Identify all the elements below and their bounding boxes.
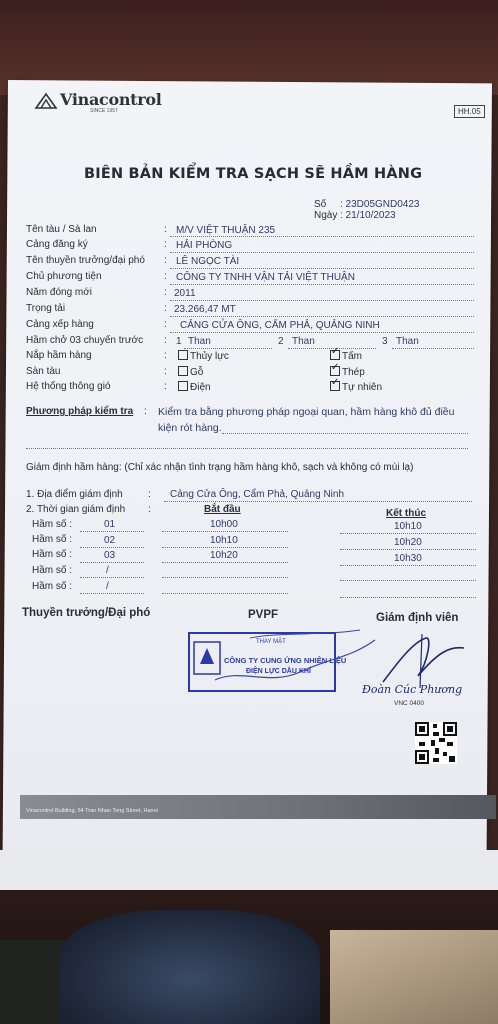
field-value: CẢNG CỬA ÔNG, CẨM PHẢ, QUẢNG NINH [180, 320, 380, 331]
captain-label: Thuyền trưởng/Đại phó [22, 607, 151, 619]
qr-code-icon [415, 722, 457, 764]
hold-line [184, 348, 272, 349]
inspector-label: Giám định viên [376, 612, 459, 624]
field-label: Trọng tải [26, 303, 66, 314]
hold-row-end: 10h20 [394, 537, 422, 548]
hold-row-line [80, 577, 144, 578]
checkbox-checked[interactable] [330, 350, 340, 360]
knee [60, 910, 320, 1024]
field-line [170, 300, 474, 301]
pvpf-signature-icon [210, 628, 380, 692]
option-b [330, 350, 362, 362]
so-value: : 23D05GND0423 [340, 199, 420, 210]
location-value: Cảng Cửa Ông, Cẩm Phả, Quảng Ninh [170, 489, 345, 500]
field-colon: : [164, 319, 167, 330]
option-a-label: Gỗ [190, 367, 204, 378]
option-label: Nắp hầm hàng [26, 350, 92, 361]
hold-row-label: Hầm số : [32, 565, 73, 576]
stamp-line1: CÔNG TY CUNG ỨNG NHIÊN LIỆU [224, 656, 347, 665]
inspector-code: VNC 0400 [394, 700, 424, 707]
hold-row-end: 10h10 [394, 521, 422, 532]
field-line [170, 284, 474, 285]
option-colon: : [164, 366, 167, 377]
hold-row-line [340, 549, 476, 550]
so-label: Số [314, 199, 327, 210]
option-b [330, 381, 382, 393]
ngay-label: Ngày [314, 210, 338, 221]
hold-row-no: / [106, 581, 109, 592]
logo-since: SINCE 1957 [90, 108, 118, 114]
hold-row-line [162, 593, 288, 594]
option-a [178, 381, 211, 393]
option-b-label: Tự nhiên [342, 382, 383, 393]
ngay-value: : 21/10/2023 [340, 210, 396, 221]
hold-row-line [162, 547, 288, 548]
checkbox[interactable] [178, 350, 188, 360]
hold-value: Than [188, 336, 211, 347]
field-label: Cảng đăng ký [26, 239, 88, 250]
location-label: 1. Địa điểm giám định [26, 489, 123, 500]
hold-row-no: / [106, 565, 109, 576]
page-title: BIÊN BẢN KIỂM TRA SẠCH SẼ HẦM HÀNG [84, 166, 423, 182]
method-line [26, 448, 468, 449]
hold-row-no: 01 [104, 519, 116, 530]
field-value: CÔNG TY TNHH VẬN TẢI VIỆT THUẬN [176, 272, 355, 283]
checkbox-checked[interactable] [330, 366, 340, 376]
field-value: M/V VIỆT THUẬN 235 [176, 225, 276, 236]
option-label: Sàn tàu [26, 366, 61, 377]
vinacontrol-logo-icon [34, 92, 58, 110]
checkbox-checked[interactable] [330, 381, 340, 391]
hold-row-line [340, 533, 476, 534]
location-line [164, 501, 472, 502]
hold-row-line [162, 562, 288, 563]
option-a-label: Điện [190, 382, 211, 393]
footer-text: Vinacontrol Building, 54 Tran Nhan Tong Street, Hanoi [26, 808, 158, 814]
holds-colon: : [164, 335, 167, 346]
hold-row-label: Hầm số : [32, 549, 73, 560]
field-colon: : [164, 239, 167, 250]
hold-row-start: 10h20 [210, 550, 238, 561]
time-colon: : [148, 504, 151, 515]
start-header: Bắt đầu [204, 504, 241, 515]
hold-row-start: 10h00 [210, 519, 238, 530]
hold-row-line [340, 597, 476, 598]
inspection-note: Giám định hầm hàng: (Chỉ xác nhận tình trạng hầm hàng khô, sạch và không có mùi lạ) [26, 462, 414, 473]
paper-under-sheet [0, 850, 498, 890]
hold-row-line [80, 562, 144, 563]
hold-row-label: Hầm số : [32, 534, 73, 545]
hold-line [392, 348, 474, 349]
option-b-label: Thép [342, 367, 365, 378]
field-label: Chủ phương tiện [26, 271, 102, 282]
option-label: Hệ thống thông gió [26, 381, 111, 392]
hold-row-no: 03 [104, 550, 116, 561]
field-label: Tên tàu / Sà lan [26, 224, 97, 235]
field-colon: : [164, 287, 167, 298]
field-label: Tên thuyền trưởng/đại phó [26, 255, 145, 266]
hold-value: Than [396, 336, 419, 347]
option-a [178, 366, 203, 378]
logo-text: Vinacontrol [60, 90, 162, 109]
hold-no: 2 [278, 336, 284, 347]
option-b-label: Tấm [342, 351, 362, 362]
hold-no: 3 [382, 336, 388, 347]
checkbox[interactable] [178, 366, 188, 376]
end-header: Kết thúc [386, 508, 426, 519]
form-code: HH.05 [454, 105, 485, 118]
field-label: Năm đóng mới [26, 287, 93, 298]
method-line1: Kiểm tra bằng phương pháp ngoại quan, hầm hàng khô đủ điều [158, 406, 455, 418]
method-colon: : [144, 406, 147, 417]
hold-row-line [80, 547, 144, 548]
field-value: HẢI PHÒNG [176, 240, 233, 251]
field-colon: : [164, 224, 167, 235]
field-colon: : [164, 271, 167, 282]
field-line [170, 268, 474, 269]
checkbox[interactable] [178, 381, 188, 391]
hold-row-no: 02 [104, 535, 116, 546]
hold-row-line [162, 531, 288, 532]
holds-label: Hầm chở 03 chuyến trước [26, 335, 144, 346]
field-colon: : [164, 303, 167, 314]
field-line [170, 332, 474, 333]
field-colon: : [164, 255, 167, 266]
field-label: Cảng xếp hàng [26, 319, 94, 330]
stamp-top: THAY MẶT [256, 639, 286, 645]
method-label: Phương pháp kiểm tra [26, 406, 134, 417]
hold-row-line [80, 531, 144, 532]
option-a [178, 350, 229, 362]
hold-row-start: 10h10 [210, 535, 238, 546]
field-line [170, 236, 474, 237]
stamp-line2: ĐIỆN LỰC DẦU KHÍ [246, 668, 311, 675]
option-colon: : [164, 350, 167, 361]
footer-band [20, 795, 496, 819]
location-colon: : [148, 489, 151, 500]
pvpf-label: PVPF [248, 609, 279, 621]
hold-row-line [340, 580, 476, 581]
option-a-label: Thủy lực [190, 351, 229, 362]
field-value: 2011 [174, 288, 196, 299]
hold-no: 1 [176, 336, 182, 347]
field-line [170, 316, 474, 317]
hold-row-label: Hầm số : [32, 519, 73, 530]
field-value: 23.266,47 MT [174, 304, 236, 315]
hold-value: Than [292, 336, 315, 347]
hold-row-line [340, 565, 476, 566]
method-line [222, 433, 468, 434]
inspector-name: Đoàn Cúc Phương [362, 683, 463, 696]
hold-row-line [80, 593, 144, 594]
time-label: 2. Thời gian giám định [26, 504, 126, 515]
method-line2: kiện rót hàng. [158, 422, 222, 434]
hold-row-line [162, 577, 288, 578]
hold-row-label: Hầm số : [32, 581, 73, 592]
field-value: LÊ NGỌC TÀI [176, 256, 240, 267]
option-colon: : [164, 381, 167, 392]
field-line [170, 252, 474, 253]
floor [330, 930, 498, 1024]
hold-row-end: 10h30 [394, 553, 422, 564]
